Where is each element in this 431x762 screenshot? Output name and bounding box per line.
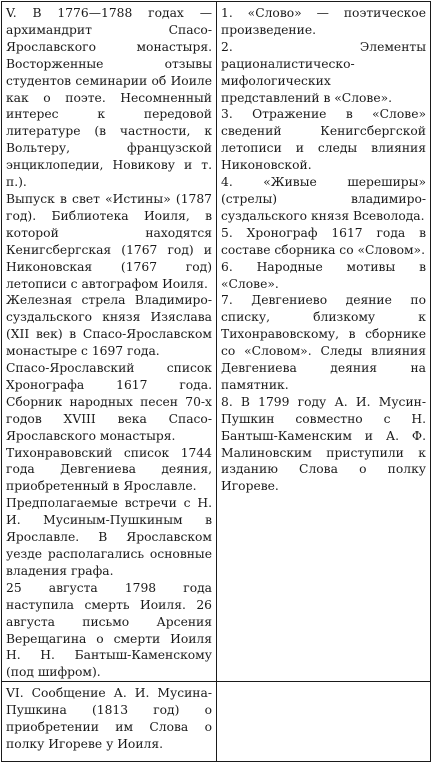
bottom-left-entry-1: VI. Сообщение А. И. Мусина-Пушкина (1813 год) о приобретении им Слова о полку Игореве у Иоиля. — [6, 686, 212, 751]
table-row — [2, 2, 431, 682]
right-entry-6: 6. Народные мотивы в «Слове». — [221, 259, 426, 291]
bottom-left-cell — [2, 682, 217, 762]
left-entry-4: Спасо-Ярославский список Хронографа 1617 года. Сборник народных песен 70-х годов XVIII века Спасо-Ярославского монастыря. — [6, 361, 212, 443]
right-entry-3: 3. Отражение в «Слове» сведений Кенигсбергской летописи и следы влияния Никоновской. — [221, 107, 426, 173]
left-entry-7: 25 августа 1798 года наступила смерть Иоиля. 26 августа письмо Арсения Верещагина о смерти Иоиля Н. Н. Бантыш-Каменскому (под шифром). — [6, 580, 212, 680]
left-column-cell — [2, 2, 217, 682]
left-entry-6: Предполагаемые встречи с Н. И. Мусиным-Пушкиным в Ярославле. В Ярославском уезде располагались основные владения графа. — [6, 496, 212, 578]
left-entry-3: Железная стрела Владимиро-суздальского князя Изяслава (XII век) в Спасо-Ярославском монастыре с 1697 года. — [6, 293, 212, 359]
right-entry-1: 1. «Слово» — поэтическое произведение. — [221, 6, 426, 37]
right-column-cell — [217, 2, 431, 682]
right-entry-5: 5. Хронограф 1617 года в составе сборника со «Словом». — [221, 225, 426, 257]
right-entry-8: 8. В 1799 году А. И. Мусин-Пушкин совместно с Н. Бантыш-Каменским и А. Ф. Малиновским приступили к изданию Слова о полку Игореве. — [221, 394, 426, 494]
table-row — [2, 682, 431, 762]
left-entry-1: V. В 1776—1788 годах — архимандрит Спасо-Ярославского монастыря. Восторженные отзывы студентов семинарии об Иоиле как о поэте. Несомненный интерес к передовой литературе (в частности, к Вольтеру, французской энциклопедии, Новикову и т. п.). — [6, 6, 212, 190]
right-entry-2: 2. Элементы рационалистическо-мифологических представлений в «Слове». — [221, 39, 426, 105]
right-entry-4: 4. «Живые шереширы» (стрелы) владимиро-суздальского князя Всеволода. — [221, 175, 426, 223]
left-entry-5: Тихонравовский список 1744 года Девгениева деяния, приобретенный в Ярославле. — [6, 445, 212, 494]
comparison-table — [1, 1, 431, 762]
right-entry-7: 7. Девгениево деяние по списку, близкому к Тихонравовскому, в сборнике со «Словом». Следы влияния Девгениева деяния на памятник. — [221, 293, 426, 392]
left-entry-2: Выпуск в свет «Истины» (1787 год). Библиотека Иоиля, в которой находятся Кенигсбергская (1767 год) и Никоновская (1767 год) летописи с автографом Иоиля. — [6, 191, 212, 291]
bottom-right-cell — [217, 682, 431, 762]
